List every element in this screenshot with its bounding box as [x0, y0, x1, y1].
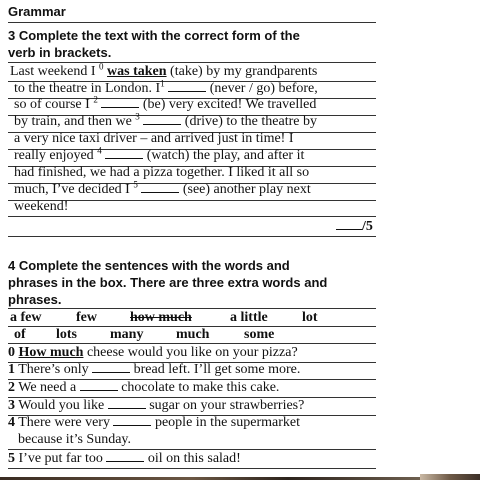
example-answer: was taken — [107, 64, 167, 79]
ex3-line-9: weekend! — [14, 199, 69, 214]
word-box-of: of — [14, 327, 26, 342]
blank-5[interactable] — [106, 451, 144, 462]
blank-3[interactable] — [143, 114, 181, 125]
divider — [8, 343, 376, 344]
ex3-line-5: a very nice taxi driver – and arrived just in time! I — [14, 131, 294, 146]
word-box-a-little: a little — [230, 310, 268, 325]
ex4-item-4-continued: because it’s Sunday. — [18, 432, 132, 447]
ex3-line-7: had finished, we had a pizza together. I liked it all so — [14, 165, 310, 180]
ex3-line-6: really enjoyed $^4$ (watch) the play, and after it — [14, 145, 305, 163]
ex4-item-4: 4 There were very people in the supermarket — [8, 415, 300, 430]
ex3-line-1: Last weekend I $^0$ was taken (take) by my grandparents — [10, 61, 318, 79]
blank-5[interactable] — [141, 182, 179, 193]
word-box-a-few: a few — [10, 310, 42, 325]
blank-2[interactable] — [101, 97, 139, 108]
ex4-item-0: 0 How much cheese would you like on your pizza? — [8, 345, 298, 360]
divider — [8, 449, 376, 450]
word-box-lots: lots — [56, 327, 77, 342]
ex4-item-3: 3 Would you like sugar on your strawberries? — [8, 398, 305, 413]
blank-3[interactable] — [108, 398, 146, 409]
blank-4[interactable] — [113, 415, 151, 426]
divider — [8, 468, 376, 469]
divider — [8, 236, 376, 237]
word-box-many: many — [110, 327, 144, 342]
exercise-4-title-line-1: 4 Complete the sentences with the words and — [8, 258, 290, 273]
score-blank[interactable] — [336, 219, 362, 230]
exercise-3-title-line-1: 3 Complete the text with the correct form of the — [8, 28, 300, 43]
blank-2[interactable] — [80, 380, 118, 391]
section-title: Grammar — [8, 4, 66, 19]
divider — [8, 62, 376, 63]
word-box-lot: lot — [302, 310, 318, 325]
example-answer: How much — [18, 345, 84, 360]
ex4-item-1: 1 There’s only bread left. I’ll get some more. — [8, 362, 301, 377]
ex3-line-3: so of course I $^2$ (be) very excited! We travelled — [14, 94, 317, 112]
blank-4[interactable] — [105, 148, 143, 159]
ex3-line-4: by train, and then we $^3$ (drive) to the theatre by — [14, 111, 317, 129]
divider — [8, 216, 376, 217]
word-box-some: some — [244, 327, 275, 342]
exercise-3-title-line-2: verb in brackets. — [8, 45, 112, 60]
ex4-item-5: 5 I’ve put far too oil on this salad! — [8, 451, 241, 466]
word-box-much: much — [176, 327, 210, 342]
score: /5 — [336, 219, 373, 235]
ex3-line-8: much, I’ve decided I $^5$ (see) another play next — [14, 179, 311, 197]
ex4-item-2: 2 We need a chocolate to make this cake. — [8, 380, 280, 395]
divider — [8, 308, 376, 309]
blank-1[interactable] — [92, 362, 130, 373]
blank-1[interactable] — [168, 81, 206, 92]
ex3-line-2: to the theatre in London. $I^1$ (never / go) before, — [14, 78, 318, 96]
word-box-how-much: how much — [130, 310, 192, 325]
exercise-4-title-line-2: phrases in the box. There are three extra words and — [8, 275, 328, 290]
word-box-few: few — [76, 310, 97, 325]
divider — [8, 22, 376, 23]
photo-edge-corner — [420, 474, 480, 480]
exercise-4-title-line-3: phrases. — [8, 292, 62, 307]
